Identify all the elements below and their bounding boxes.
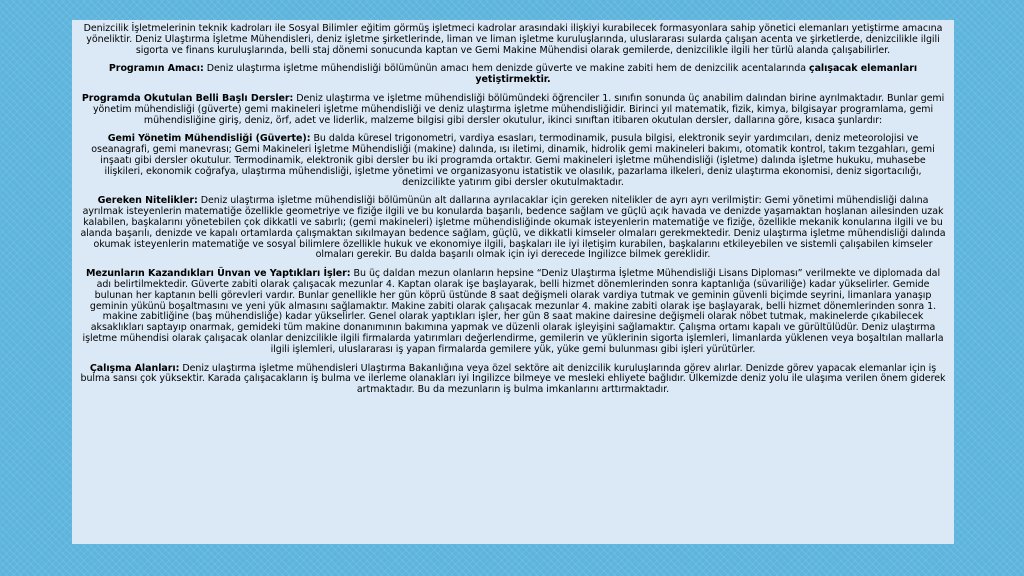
intro-paragraph (80, 24, 946, 56)
courses-paragraph (80, 94, 946, 126)
intro-text: Denizcilik İşletmelerinin teknik kadroları ile Sosyal Bilimler eğitim görmüş işletmeci kadrolar arasındaki ilişkiyi kurabilecek formasyonlara sahip yönetici elemanları yetiştirme amacına yöneliktir. Deniz Ulaştırma İşletme Mühendisleri, deniz işletme şirketlerinde, liman ve liman işletme kuruluşlarında, uluslararası sularda çalışan acenta ve şirketlerde, denizcilikle ilgili sigorta ve finans kuruluşlarında, belli staj dönemi sonucunda kaptan ve Gemi Makine Mühendisi olarak gemilerde, denizcilikle ilgili her türlü alanda çalışabilirler. (83, 23, 943, 56)
work-areas-heading: Çalışma Alanları: (89, 362, 180, 374)
work-areas-paragraph (80, 364, 946, 396)
content-panel (72, 20, 954, 544)
ship-management-paragraph (80, 134, 946, 188)
program-purpose-heading: Programın Amacı: (108, 63, 204, 75)
work-areas-text: Deniz ulaştırma işletme mühendisleri Ulaştırma Bakanlığına veya özel sektöre ait denizcilik kuruluşlarında görev alırlar. Denizde görev yapacak elemanlar için iş bulma sansı çok yüksektir. Karada çalışacakların iş bulma ve ilerleme olanakları iyi İngilizce bilmeye ve mesleki ehliyete bağlıdır. Ülkemizde deniz yolu ile ulaşıma verilen önem giderek artmaktadır. Bu da mezunların iş bulma imkanlarını arttırmaktadır. (80, 362, 946, 396)
ship-management-heading: Gemi Yönetim Mühendisliği (Güverte): (107, 133, 311, 145)
graduates-heading: Mezunların Kazandıkları Ünvan ve Yaptıkları İşler: (85, 268, 351, 280)
program-purpose-text: Deniz ulaştırma işletme mühendisliği bölümünün amacı hem denizde güverte ve makine zabiti hem de denizcilik acentalarında (203, 63, 809, 75)
courses-heading: Programda Okutulan Belli Başlı Dersler: (81, 92, 294, 104)
program-purpose-text-bold: çalışacak elemanları yetiştirmektir. (475, 63, 918, 86)
ship-management-text: Bu dalda küresel trigonometri, vardiya esasları, termodinamik, pusula bilgisi, elektronik seyir yardımcıları, deniz meteorolojisi ve oseanagrafi, gemi manevrası; Gemi Makineleri İşletme Mühendisliği (makine) dalında, ısı iletimi, dinamik, hidrolik gemi makineleri bakımı, otomatik kontrol, takım tezgahları, gemi inşaatı gibi dersler okutulur. Termodinamik, elektronik gibi dersler bu iki programda ortaktır. Gemi makineleri işletme mühendisliği (işletme) dalında işletme hukuku, muhasebe ilişkileri, ekonomik coğrafya, ulaştırma mühendisliği, işletme yönetimi ve organizasyonu istatistik ve olasılık, pazarlama ilkeleri, deniz ulaştırma ekonomisi, deniz sigortacılığı, denizcilikte yatırım gibi dersler okutulmaktadır. (91, 133, 935, 188)
qualifications-heading: Gereken Nitelikler: (97, 195, 198, 207)
graduates-text: Bu üç daldan mezun olanların hepsine “Deniz Ulaştırma İşletme Mühendisliği Lisans Diploması” verilmekte ve diplomada dal adı belirtilmektedir. Güverte zabiti olarak çalışacak mezunlar 4. Kaptan olarak işe başlayarak, belli hizmet dönemlerinden sonra kaptanlığa (süvariliğe) kadar yükselirler. Gemide bulunan her kaptanın belli görevleri vardır. Bunlar genellikle her gün köprü üstünde 8 saat değişmeli olarak vardiya tutmak ve geminin güvenli biçimde seyrini, limanlara yanaşıp geminin yükünü boşaltmasını ve yeni yük almasını sağlamaktır. Makine zabiti olarak çalışacak mezunlar 4. makine zabiti olarak işe başlayarak, belli hizmet dönemlerinden sonra 1. makine zabitliğine (baş mühendisliğe) kadar yükselirler. Genel olarak yaptıkları işler, her gün 8 saat makine dairesine değişmeli olarak nöbet tutmak, makinelerde çıkabilecek aksaklıkları saptayıp onarmak, gemideki tüm makine donanımının bakımına yapmak ve düzenli olarak işleyişini sağlamaktır. Çalışma ortamı kapalı ve gürültülüdür. Deniz ulaştırma işletme mühendisi olarak çalışacak olanlar denizcilikle ilgili firmalarda yatırımları değerlendirme, gemilerin ve yüklerinin sigorta işlemleri, limanlarda yüklenen veya boşaltılan mallarla ilgili işlemleri, uluslararası iş yapan firmalarda gemilere yük, yüke gemi bulunması gibi işleri yürütürler. (82, 268, 944, 355)
qualifications-paragraph (80, 196, 946, 261)
graduates-paragraph (80, 269, 946, 355)
qualifications-text: Deniz ulaştırma işletme mühendisliği bölümünün alt dallarına ayrılacaklar için gereken nitelikler de ayrı ayrı verilmiştir: Gemi yönetimi mühendisliği dalına ayrılmak isteyenlerin matematiğe özellikle geometriye ve fiziğe ilgili ve bu konularda başarılı, bedence sağlam ve güçlü açık havada ve denizde yaşamaktan hoşlanan ailesinden uzak kalabilen, başkalarını yönetebilen çok dikkatli ve sabırlı; (gemi makineleri) işletme mühendisliğinde okumak isteyenlerin matematiğe ve fiziğe, özellikle mekanik konularına ilgili ve bu alanda başarılı, denizde ve kapalı ortamlarda çalışmaktan sıkılmayan bedence sağlam, güçlü, ve dikkatli kimseler olmaları gerekmektedir. Deniz ulaştırma işletme mühendisliği dalında okumak isteyenlerin matematiğe ve sosyal bilimlere özellikle hukuk ve ekonomiye ilgili, başkaları ile iyi iletişim kurabilen, başkalarını etkileyebilen ve sistemli çalışabilen kimseler olmaları gerekir. Bu dalda başarılı olmak için iyi derecede İngilizce bilmek gereklidir. (80, 195, 946, 261)
courses-text: Deniz ulaştırma ve işletme mühendisliği bölümündeki öğrenciler 1. sınıfın sonunda üç anabilim dalından birine ayrılmaktadır. Bunlar gemi yönetim mühendisliği (güverte) gemi makineleri işletme mühendisliği ve deniz ulaştırma işletme mühendisliğidir. Birinci yıl matematik, fizik, kimya, bilgisayar programlama, gemi mühendisliğine giriş, deniz, örf, adet ve liderlik, malzeme bilgisi gibi dersler okutulur, ikinci sınıftan itibaren okutulan dersler, dallarına göre, kısaca şunlardır: (92, 92, 945, 126)
program-purpose-paragraph (80, 64, 946, 86)
